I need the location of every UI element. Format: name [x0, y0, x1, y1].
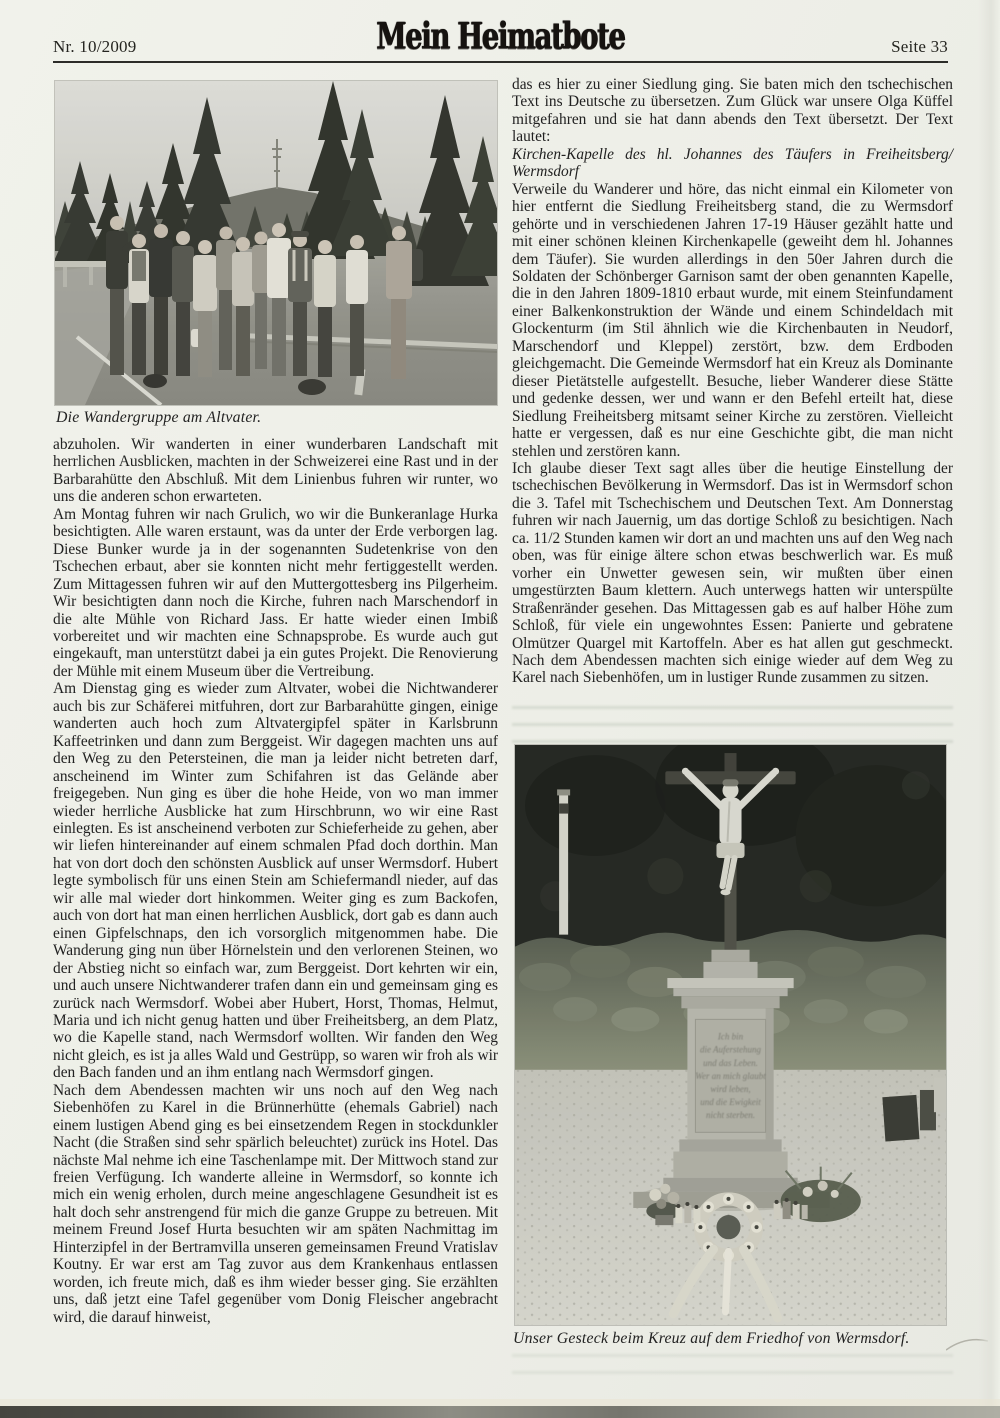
page-number: Seite 33: [891, 37, 948, 56]
svg-text:und die Ewigkeit: und die Ewigkeit: [700, 1097, 761, 1108]
photo-cemetery-cross: [515, 745, 946, 1325]
left-paragraph: Nach dem Abendessen machten wir uns noch auf den Weg nach Siebenhöfen zu Karel in die Brünnerhütte (ehemals Gabriel) nach einem lustigen Abend ging es bei einsetzendem Regen in stockdunkler Nacht (die Straßen sind sehr spärlich beleuchtet) zurück ins Hotel. Das nächste Mal nehme ich eine Taschenlampe mit. Der Mittwoch stand zur freien Verfügung. Ich wanderte alleine in Wermsdorf, so konnte ich mich ein wenig erholen, durch meine angeschlagene Gesundheit ist es halt doch sehr anstrengend für mich die ganze Gruppe zu betreuen. Mit meinem Freund Josef Hurta besuchten wir am späten Nachmittag im Hinterzipfel in der Bertramvilla unseren gemeinsamen Freund Vratislav Koutny. Er war erst am Tag zuvor aus dem Krankenhaus entlassen worden, ich freute mich, daß es ihm wieder besser ging. Sie erzählten uns, daß jetzt eine Tafel gegenüber vom Donig Fleischer angebracht wird, die darauf hinweist,: [53, 1081, 498, 1326]
svg-text:und das Leben.: und das Leben.: [703, 1057, 758, 1068]
page-bleed-through-bottom: [512, 1354, 953, 1380]
scan-bottom-highlight: [0, 1399, 1000, 1406]
right-paragraph: das es hier zu einer Siedlung ging. Sie baten mich den tschechischen Text ins Deutsche zu übersetzen. Zum Glück war unsere Olga Küffel mitgefahren und sie hat dann abends den Text übersetzt. Der Text lautet:: [512, 76, 953, 146]
issue-number: Nr. 10/2009: [53, 37, 137, 56]
svg-text:die Auferstehung: die Auferstehung: [699, 1044, 762, 1055]
page-bleed-through: [512, 706, 953, 748]
photo-caption-hiking-group: Die Wandergruppe am Altvater.: [56, 409, 262, 426]
cemetery-cross-illustration: [515, 745, 946, 1325]
masthead-title: Mein Heimatbote: [375, 15, 625, 59]
hiking-group-illustration: [55, 81, 497, 405]
right-paragraph: Ich glaube dieser Text sagt alles über die heutige Einstellung der tschechischen Bevölkerung in Wermsdorf. Das ist in Wermsdorf schon die 3. Tafel mit Tschechischem und Deutschen Text. Am Donnerstag fuhren wir nach Jauernig, um das dortige Schloß zu besichtigen. Nach ca. 11/2 Stunden kamen wir dort an und machten uns auf den Weg nach oben, was für einige ältere schon etwas beschwerlich war. Es muß vorher ein Unwetter gewesen sein, wir mußten über einen umgestürzten Baum klettern. Auch unterwegs hatten wir unterspülte Straßenränder gesehen. Das Mittagessen gab es auf halber Höhe zum Schloß, für viele ein ungewohntes Essen: Panierte und gebratene Olmützer Quargel mit Kartoffeln. Aber es hat allen gut geschmeckt. Nach dem Abendessen machten sich einige wieder auf dem Weg zu Karel nach Siebenhöfen, um in lustiger Runde zusammen zu sitzen.: [512, 459, 953, 687]
svg-text:nicht sterben.: nicht sterben.: [705, 1110, 756, 1121]
header-rule: [53, 61, 948, 63]
photo-haze: [55, 81, 497, 405]
svg-text:Ich bin: Ich bin: [717, 1031, 744, 1042]
svg-text:Wer an mich glaubt: Wer an mich glaubt: [695, 1070, 766, 1081]
right-paragraph: Verweile du Wanderer und höre, das nicht einmal ein Kilometer von hier entfernt die Siedlung Freiheitsberg stand, die zu Wermsdorf gehörte und in verschiedenen Jahren 17-19 Häuser gezählt hatte und mit einer schönen kleinen Kirchenkapelle (geweiht dem hl. Johannes dem Täufer). Sie wurden allerdings in den 50er Jahren durch die Soldaten der Schönberger Garnison samt der oben genannten Kapelle, die in den Jahren 1809-1810 erbaut wurde, mit einem Steinfundament einer Balkenkonstruktion der Wände und einem Schindeldach mit Glockenturm (im Stil ähnlich wie die Kirchenbauten in Neudorf, Marschendorf und Kleppel) zerstört, bzw. dem Erdboden gleichgemacht. Die Gemeinde Wermsdorf hat ein Kreuz als Dominante dieser Pietätstelle aufgestellt. Besuche, lieber Wanderer diese Stätte und gedenke dessen, wer und wann er den Befehl erteilt hat, diese Siedlung Freiheitsberg mitsamt seiner Kirche zu zerstören. Vielleicht hatte er vergessen, daß es nur eine Geschichte gibt, die man nicht stehlen und zerstören kann.: [512, 180, 953, 460]
left-paragraph: abzuholen. Wir wanderten in einer wunderbaren Landschaft mit herrlichen Ausblicken, machten in der Schweizerei eine Rast und in der Barbarahütte den Abschluß. Mit dem Linienbus fuhren wir runter, wo uns die anderen schon erwarteten.: [53, 436, 498, 506]
svg-text:wird leben,: wird leben,: [710, 1083, 751, 1094]
photo-haze: [515, 745, 946, 1325]
scan-right-edge: [978, 0, 1000, 1418]
chapel-heading: Kirchen-Kapelle des hl. Johannes des Täufers in Freiheitsberg/ Wermsdorf: [512, 145, 953, 181]
right-column-text: [512, 76, 953, 687]
left-paragraph: Am Montag fuhren wir nach Grulich, wo wir die Bunkeranlage Hurka besichtigten. Alle waren erstaunt, was da unter der Erde verborgen lag. Diese Bunker wurde ja in der sogenannten Sudetenkrise von den Tschechen erbaut, aber sie konnten nicht mehr fertiggestellt werden. Zum Mittagessen fuhren wir auf den Muttergottesberg ins Pilgerheim. Wir besichtigten dann noch die Kirche, fuhren nach Marschendorf in die alte Mühle von Richard Jass. Er hatte wieder einen Imbiß vorbereitet und wir machten eine Schnapsprobe. Es wurde auch gut eingekauft, man unterstützt dabei ja ein gutes Projekt. Die Renovierung der Mühle mit einem Museum über die Vertreibung.: [53, 505, 498, 680]
left-column-text: [53, 436, 498, 1326]
photo-hiking-group: [55, 81, 497, 405]
left-paragraph: Am Dienstag ging es wieder zum Altvater, wobei die Nichtwanderer auch bis zur Schäferei mitfuhren, dort zur Barbarahütte gingen, einige wanderten auch hoch zum Altvatergipfel später in Karlsbrunn Kaffeetrinken und dann zum Berggeist. Wir dagegen machten uns auf den Weg zu den Petersteinen, die man ja leider nicht betreten darf, anscheinend im Winter zum Schifahren ist das Gelände aber freigegeben. Nun ging es über die hohe Heide, von wo man immer wieder herrliche Ausblicke hat zum Hirschbrunn, wo wir eine Rast einlegten. Es ist anscheinend verboten zur Schieferheide zu gehen, aber wir liefen hintereinander auf einem schmalen Pfad doch dorthin. Man hat von dort doch den schönsten Ausblick auf unser Wermsdorf. Hubert legte symbolisch für uns einen Stein am Schiefermandl nieder, auf das wir alle mal wieder dort hinkommen. Weiter ging es zum Backofen, auch von dort hat man einen herrlichen Ausblick, dort gab es dann auch einen Gipfelschnaps, den ich vorsorglich mitgenommen habe. Die Wanderung ging nun über Hörnelstein und den verlorenen Steinen, wo der Abstieg nicht so einfach war, zum Berggeist. Dort kehrten wir ein, und auch unsere Nichtwanderer trafen dann ein und gemeinsam ging es zurück nach Wermsdorf. Wobei aber Hubert, Horst, Thomas, Helmut, Maria und ich nicht genug hatten und über Freiheitsberg, an dem Platz, wo die Kapelle stand, nach Wermsdorf wollten. Wir fanden den Weg nicht gleich, es ist ja alles Wald und Gestrüpp, so waren wir froh als wir den Bach fanden und an ihm entlang nach Wermsdorf gingen.: [53, 680, 498, 1082]
scan-bottom-edge: [0, 1406, 1000, 1418]
photo-caption-cross: Unser Gesteck beim Kreuz auf dem Friedhof von Wermsdorf.: [513, 1330, 910, 1347]
